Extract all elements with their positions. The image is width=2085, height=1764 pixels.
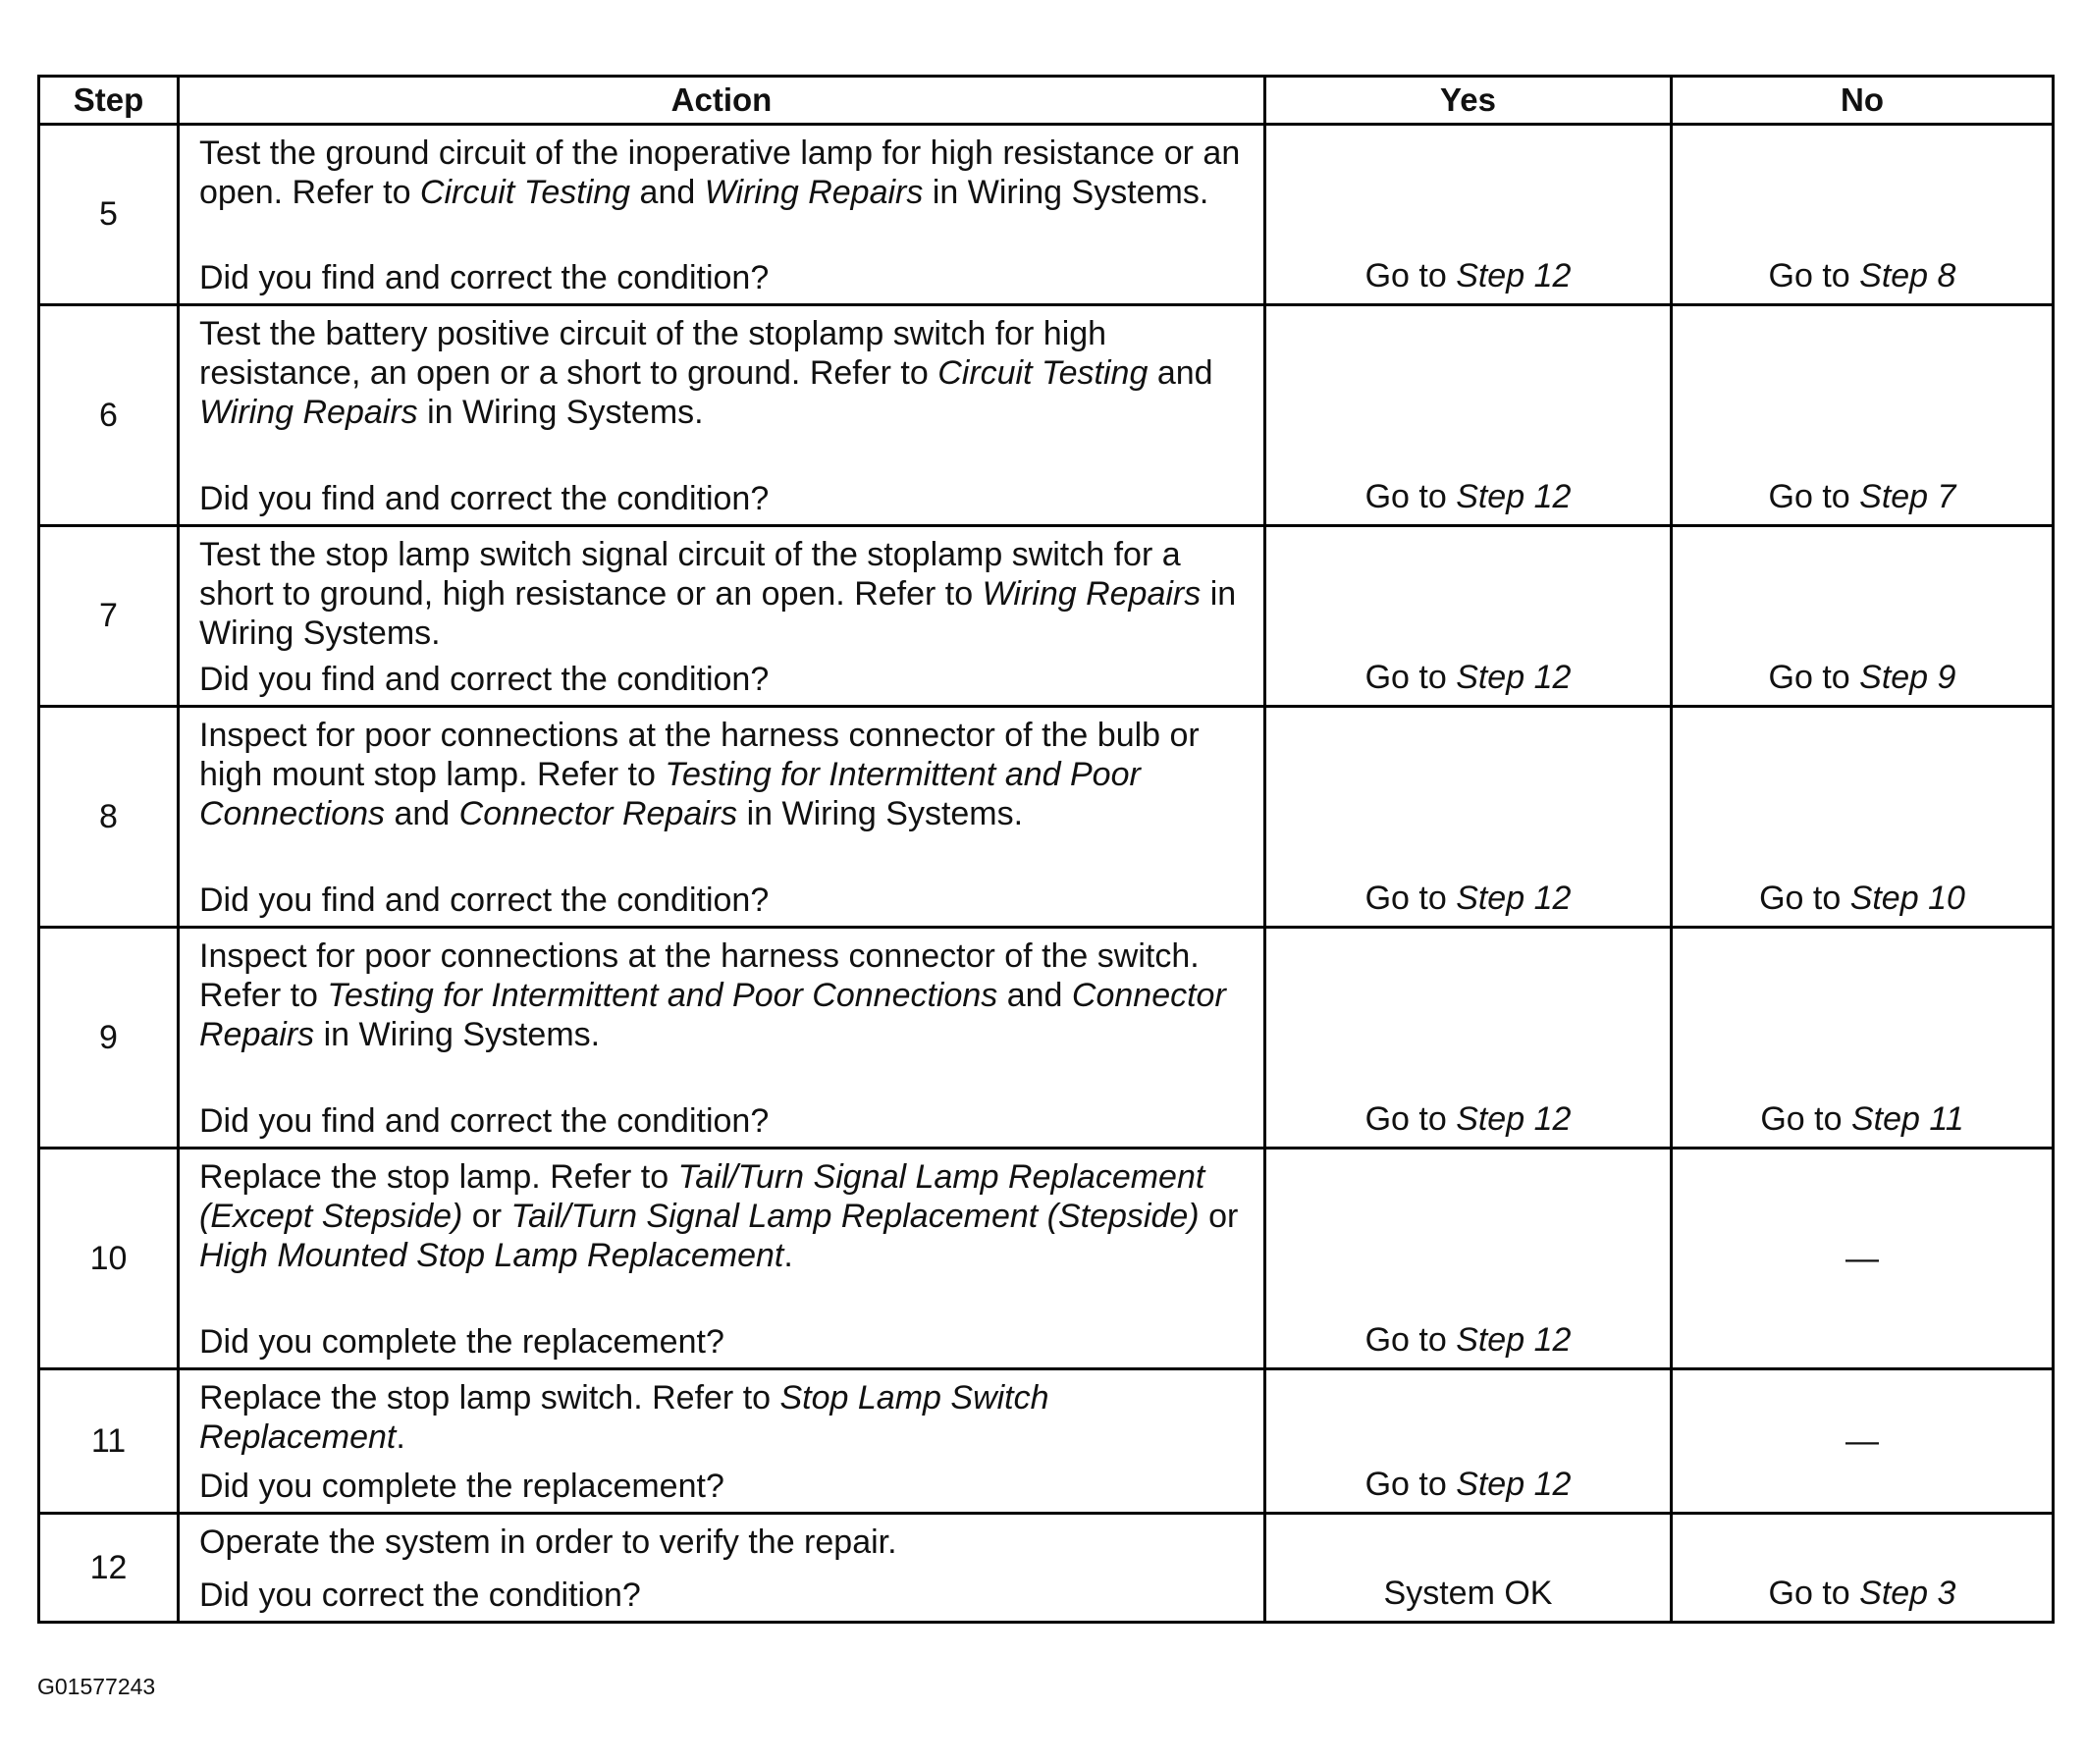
step-number: 5	[39, 125, 179, 305]
table-row	[39, 526, 2054, 707]
yes-result: Go to	[1364, 1321, 1457, 1359]
table-row	[39, 125, 2054, 305]
yes-result: Go to	[1364, 880, 1457, 917]
yes-step-reference: Step 12	[1456, 478, 1572, 515]
action-question: Did you complete the replacement?	[199, 1323, 724, 1361]
reference-link-text: Connector Repairs	[199, 977, 1226, 1053]
yes-cell	[1265, 928, 1672, 1149]
action-text-segment: Test the ground circuit of the inoperative lamp for high resistance or an open. Refer to	[199, 134, 1241, 211]
no-cell	[1672, 1514, 2054, 1623]
no-cell	[1672, 526, 2054, 707]
yes-cell	[1265, 707, 1672, 928]
action-cell	[179, 928, 1265, 1149]
reference-link-text: Circuit Testing	[419, 174, 631, 211]
table-row	[39, 928, 2054, 1149]
action-text	[199, 1157, 1250, 1275]
no-step-reference: Step 9	[1859, 659, 1956, 696]
reference-link-text: Wiring Repairs	[982, 575, 1202, 613]
action-text-segment: and	[630, 174, 705, 211]
action-text	[199, 716, 1250, 833]
action-text	[199, 314, 1250, 432]
figure-id: G01577243	[37, 1674, 156, 1699]
action-question: Did you find and correct the condition?	[199, 480, 770, 517]
action-text	[199, 134, 1250, 212]
action-text	[199, 936, 1250, 1054]
no-step-reference: Step 10	[1849, 880, 1965, 917]
action-question: Did you find and correct the condition?	[199, 259, 770, 296]
header-action: Action	[179, 77, 1265, 125]
yes-result: Go to	[1364, 257, 1457, 294]
action-question: Did you find and correct the condition?	[199, 661, 770, 698]
table-row	[39, 1369, 2054, 1514]
step-number: 10	[39, 1149, 179, 1369]
no-cell	[1672, 1369, 2054, 1514]
action-cell	[179, 305, 1265, 526]
action-text	[199, 1523, 1250, 1562]
header-row	[39, 77, 2054, 125]
action-text-segment: in Wiring Systems.	[737, 795, 1024, 832]
yes-result: Go to	[1364, 1100, 1457, 1138]
reference-link-text: High Mounted Stop Lamp Replacement	[199, 1237, 784, 1274]
header-yes: Yes	[1265, 77, 1672, 125]
yes-cell	[1265, 1149, 1672, 1369]
action-text-segment: Inspect for poor connections at the harness connector of the bulb or high mount stop lamp. Refer to	[199, 717, 1200, 793]
no-cell	[1672, 1149, 2054, 1369]
action-text-segment: and	[997, 977, 1072, 1014]
table-row	[39, 305, 2054, 526]
action-text-segment: in Wiring Systems.	[314, 1016, 601, 1053]
yes-cell	[1265, 1369, 1672, 1514]
reference-link-text: Wiring Repairs	[704, 174, 924, 211]
reference-link-text: Testing for Intermittent and Poor Connections	[327, 977, 998, 1014]
reference-link-text: Connector Repairs	[458, 795, 738, 832]
no-result: Go to	[1768, 1575, 1860, 1612]
table-body	[39, 125, 2054, 1623]
reference-link-text: Tail/Turn Signal Lamp Replacement (Except Stepside)	[199, 1158, 1205, 1235]
action-text-segment: Operate the system in order to verify the repair.	[199, 1523, 897, 1561]
step-number: 12	[39, 1514, 179, 1623]
reference-link-text: Stop Lamp Switch Replacement	[199, 1379, 1049, 1456]
action-text-segment: Replace the stop lamp switch. Refer to	[199, 1379, 780, 1417]
action-text-segment: Inspect for poor connections at the harness connector of the switch. Refer to	[199, 937, 1200, 1014]
action-cell	[179, 1514, 1265, 1623]
yes-step-reference: Step 12	[1456, 880, 1572, 917]
no-step-reference: Step 8	[1859, 257, 1956, 294]
step-number: 6	[39, 305, 179, 526]
action-text-segment: in Wiring Systems.	[199, 575, 1237, 652]
yes-cell	[1265, 526, 1672, 707]
action-cell	[179, 707, 1265, 928]
reference-link-text: Tail/Turn Signal Lamp Replacement (Stepside)	[510, 1198, 1200, 1235]
yes-result: Go to	[1364, 659, 1457, 696]
table-row	[39, 1514, 2054, 1623]
action-text-segment: in Wiring Systems.	[923, 174, 1209, 211]
action-question: Did you find and correct the condition?	[199, 882, 770, 919]
yes-cell	[1265, 1514, 1672, 1623]
no-result: —	[1845, 1422, 1879, 1460]
step-number: 8	[39, 707, 179, 928]
action-question: Did you correct the condition?	[199, 1577, 641, 1614]
no-cell	[1672, 707, 2054, 928]
action-text-segment: in Wiring Systems.	[417, 394, 704, 431]
yes-result: System OK	[1383, 1575, 1553, 1612]
yes-step-reference: Step 12	[1456, 659, 1572, 696]
action-text-segment: .	[396, 1418, 405, 1456]
no-result: Go to	[1768, 257, 1860, 294]
action-text-segment: and	[385, 795, 459, 832]
action-text-segment: Test the battery positive circuit of the stoplamp switch for high resistance, an open or a short to ground. Refer to	[199, 315, 1107, 392]
action-cell	[179, 1149, 1265, 1369]
step-number: 7	[39, 526, 179, 707]
step-number: 9	[39, 928, 179, 1149]
no-result: Go to	[1768, 478, 1860, 515]
no-cell	[1672, 125, 2054, 305]
table-row	[39, 1149, 2054, 1369]
action-question: Did you complete the replacement?	[199, 1468, 724, 1505]
action-text-segment: or	[1199, 1198, 1239, 1235]
yes-cell	[1265, 305, 1672, 526]
yes-result: Go to	[1364, 1466, 1457, 1503]
header-no: No	[1672, 77, 2054, 125]
table-row	[39, 707, 2054, 928]
action-text-segment: or	[462, 1198, 511, 1235]
yes-step-reference: Step 12	[1456, 1100, 1572, 1138]
no-result: Go to	[1768, 659, 1860, 696]
header-step: Step	[39, 77, 179, 125]
no-cell	[1672, 928, 2054, 1149]
yes-step-reference: Step 12	[1456, 1321, 1572, 1359]
step-number: 11	[39, 1369, 179, 1514]
no-result: Go to	[1760, 1100, 1851, 1138]
no-step-reference: Step 11	[1850, 1100, 1964, 1138]
action-cell	[179, 1369, 1265, 1514]
reference-link-text: Testing for Intermittent and Poor Connections	[199, 756, 1141, 832]
yes-cell	[1265, 125, 1672, 305]
yes-result: Go to	[1364, 478, 1457, 515]
action-text-segment: Replace the stop lamp. Refer to	[199, 1158, 678, 1196]
action-text-segment: .	[783, 1237, 793, 1274]
no-result: —	[1845, 1240, 1879, 1277]
action-text	[199, 535, 1250, 653]
no-step-reference: Step 7	[1859, 478, 1956, 515]
action-text	[199, 1378, 1250, 1457]
no-step-reference: Step 3	[1859, 1575, 1956, 1612]
no-result: Go to	[1759, 880, 1850, 917]
action-cell	[179, 125, 1265, 305]
yes-step-reference: Step 12	[1456, 257, 1572, 294]
action-cell	[179, 526, 1265, 707]
no-cell	[1672, 305, 2054, 526]
action-text-segment: Test the stop lamp switch signal circuit of the stoplamp switch for a short to ground, high resistance or an open. Refer to	[199, 536, 1181, 613]
yes-step-reference: Step 12	[1456, 1466, 1572, 1503]
reference-link-text: Wiring Repairs	[199, 394, 418, 431]
reference-link-text: Circuit Testing	[937, 354, 1149, 392]
action-text-segment: and	[1148, 354, 1213, 392]
diagnostic-table	[37, 75, 2055, 1624]
action-question: Did you find and correct the condition?	[199, 1102, 770, 1140]
